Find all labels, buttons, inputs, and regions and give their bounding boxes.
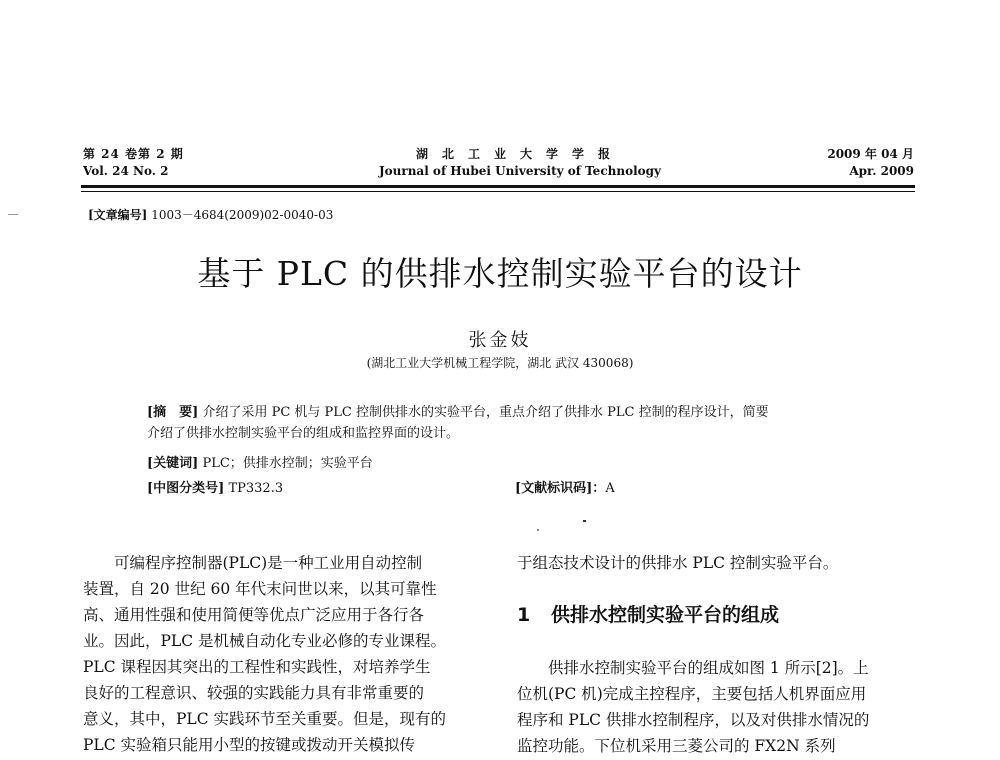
header-rule-thick <box>81 185 915 188</box>
abstract-line-2: 介绍了供排水控制实验平台的组成和监控界面的设计。 <box>147 426 460 441</box>
body-right-intro: 于组态技术设计的供排水 PLC 控制实验平台。 <box>517 554 839 572</box>
paper-author: 张金妓 <box>468 330 532 351</box>
issue-date-en: Apr. 2009 <box>849 164 914 178</box>
paper-title: 基于 PLC 的供排水控制实验平台的设计 <box>197 254 803 293</box>
journal-name-en: Journal of Hubei University of Technology <box>378 164 662 178</box>
classification-value: TP332.3 <box>228 481 284 496</box>
keywords-label: [关键词] <box>147 456 199 471</box>
body-right-line: 监控功能。下位机采用三菱公司的 FX2N 系列 <box>517 737 836 755</box>
classification <box>147 478 487 499</box>
body-left-line: 良好的工程意识、较强的实践能力具有非常重要的 <box>83 684 425 702</box>
body-left-line: 装置，自 20 世纪 60 年代末问世以来，以其可靠性 <box>83 580 437 598</box>
section-heading-1 <box>517 600 779 627</box>
body-left-line: PLC 实验箱只能用小型的按键或拨动开关模拟传 <box>83 736 416 754</box>
scan-speck-small <box>537 529 539 531</box>
issue-date-cn: 2009 年 04 月 <box>827 147 914 161</box>
article-id-label: [文章编号] <box>88 208 148 222</box>
body-right-line: 供排水控制实验平台的组成如图 1 所示[2]。上 <box>548 659 869 677</box>
article-id-value: 1003－4684(2009)02-0040-03 <box>151 208 334 222</box>
document-code-value: A <box>605 481 615 496</box>
body-left-line: 业。因此，PLC 是机械自动化专业必修的专业课程。 <box>83 632 447 650</box>
section-number: 1 <box>517 604 531 626</box>
body-left-line: 意义，其中，PLC 实践环节至关重要。但是，现有的 <box>83 710 447 728</box>
journal-volume-issue-en: Vol. 24 No. 2 <box>83 164 169 178</box>
body-left-column <box>83 550 483 758</box>
journal-volume-issue-cn: 第 24 卷第 2 期 <box>83 147 184 161</box>
body-right-line: 位机(PC 机)完成主控程序，主要包括人机界面应用 <box>517 685 867 703</box>
document-code-label: [文献标识码]： <box>515 481 606 496</box>
abstract-label: [摘 要] <box>147 405 199 420</box>
scan-edge-mark <box>8 214 18 215</box>
body-right-line: 程序和 PLC 供排水控制程序，以及对供排水情况的 <box>517 711 870 729</box>
document-code <box>515 478 615 499</box>
abstract-line-1: 介绍了采用 PC 机与 PLC 控制供排水的实验平台，重点介绍了供排水 PLC 控制的程序设计，简要 <box>202 405 769 420</box>
header-rule-thin <box>81 191 915 192</box>
keywords <box>147 453 887 474</box>
body-left-line: PLC 课程因其突出的工程性和实践性，对培养学生 <box>83 658 431 676</box>
abstract <box>147 402 887 444</box>
section-title: 供排水控制实验平台的组成 <box>551 604 780 626</box>
body-right-column <box>517 655 917 759</box>
article-id <box>88 206 333 223</box>
body-left-line: 高、通用性强和使用简便等优点广泛应用于各行各 <box>83 606 425 624</box>
keywords-value: PLC；供排水控制；实验平台 <box>202 456 373 471</box>
author-affiliation: (湖北工业大学机械工程学院，湖北 武汉 430068) <box>366 356 634 370</box>
body-left-line: 可编程序控制器(PLC)是一种工业用自动控制 <box>114 554 423 572</box>
scan-speck <box>583 520 586 522</box>
classification-label: [中图分类号] <box>147 481 225 496</box>
journal-name-cn: 湖北工业大学学报 <box>415 147 624 161</box>
